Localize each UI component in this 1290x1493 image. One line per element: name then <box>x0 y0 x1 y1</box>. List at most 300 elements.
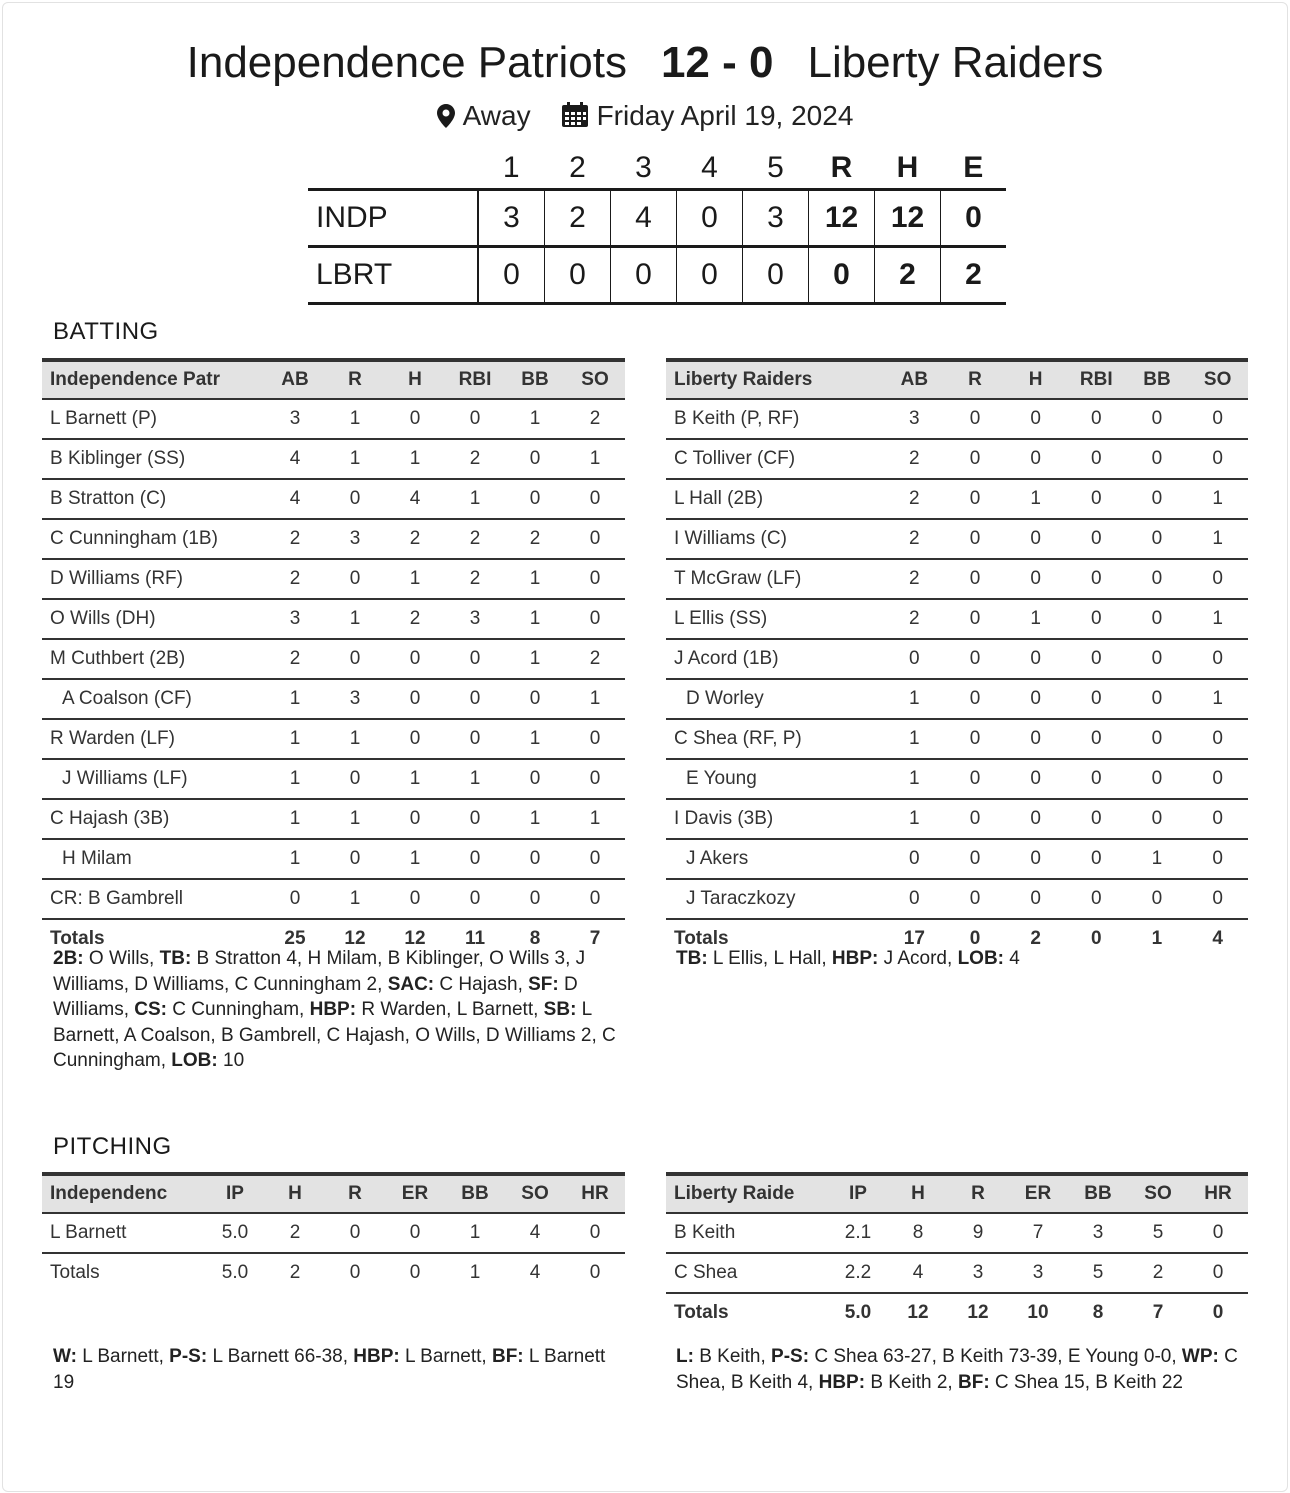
stat-column-header: R <box>348 369 362 390</box>
player-row <box>42 879 625 919</box>
stat-cell: 0 <box>1005 759 1066 799</box>
linescore-row <box>308 247 1006 304</box>
stat-cell: 1 <box>505 559 565 599</box>
totals-cell: 0 <box>945 919 1006 958</box>
player-row <box>42 479 625 519</box>
away-pitching-table <box>666 1172 1248 1332</box>
stat-column-header: BB <box>461 1183 489 1204</box>
stat-cell: 0 <box>1127 799 1188 839</box>
stat-column-header: HR <box>581 1183 609 1204</box>
stat-cell: 0 <box>945 679 1006 719</box>
away-pitching-notes <box>676 1344 1246 1395</box>
stat-cell: 0 <box>385 719 445 759</box>
player-row <box>666 599 1248 639</box>
note-label: HBP: <box>831 948 879 969</box>
stat-column-header: BB <box>521 369 549 390</box>
stat-cell: 3 <box>948 1253 1008 1293</box>
player-row <box>42 1213 625 1253</box>
totals-cell: 8 <box>1068 1293 1128 1332</box>
stat-cell: 1 <box>505 799 565 839</box>
stat-cell: 1 <box>1005 599 1066 639</box>
player-row <box>42 759 625 799</box>
stat-column-header: SO <box>1203 369 1232 390</box>
inning-score: 0 <box>611 247 677 304</box>
stat-cell: 0 <box>445 839 505 879</box>
hits-header: H <box>896 151 919 184</box>
player-row <box>42 599 625 639</box>
totals-cell: 12 <box>948 1293 1008 1332</box>
totals-label: Totals <box>42 1253 205 1292</box>
batting-section-title: BATTING <box>53 318 159 345</box>
stat-cell: 1 <box>325 439 385 479</box>
player-row <box>42 519 625 559</box>
hits-total: 12 <box>875 190 941 247</box>
stat-cell: 0 <box>325 479 385 519</box>
stat-cell: 0 <box>505 839 565 879</box>
totals-cell: 8 <box>505 919 565 958</box>
note-text: C Cunningham, <box>167 999 310 1020</box>
note-label: LOB: <box>171 1050 218 1071</box>
note-text: L Barnett 66-38, <box>207 1346 354 1367</box>
away-batting-notes <box>676 946 1246 972</box>
stat-cell: 0 <box>1127 759 1188 799</box>
stat-cell: 1 <box>1187 679 1248 719</box>
inning-header: 5 <box>767 151 784 184</box>
player-name: L Barnett (P) <box>42 399 265 439</box>
stat-cell: 0 <box>945 519 1006 559</box>
stat-cell: 0 <box>945 479 1006 519</box>
note-label: BF: <box>958 1371 990 1393</box>
player-name: J Williams (LF) <box>42 759 265 799</box>
stat-cell: 9 <box>948 1213 1008 1253</box>
stat-cell: 1 <box>385 759 445 799</box>
player-row <box>42 399 625 439</box>
inning-score: 3 <box>743 190 809 247</box>
stat-cell: 0 <box>565 479 625 519</box>
calendar-icon <box>561 102 589 135</box>
stat-cell: 1 <box>505 599 565 639</box>
stat-cell: 4 <box>265 479 325 519</box>
stat-cell: 0 <box>1005 519 1066 559</box>
totals-cell: 7 <box>1128 1293 1188 1332</box>
player-row <box>42 799 625 839</box>
inning-header: 2 <box>569 151 586 184</box>
inning-header: 3 <box>635 151 652 184</box>
stat-cell: 0 <box>1066 879 1127 919</box>
stat-cell: 0 <box>445 879 505 919</box>
stat-cell: 1 <box>445 759 505 799</box>
stat-cell: 0 <box>565 559 625 599</box>
stat-column-header: R <box>348 1183 362 1204</box>
stat-cell: 1 <box>565 799 625 839</box>
player-name: M Cuthbert (2B) <box>42 639 265 679</box>
totals-cell: 12 <box>888 1293 948 1332</box>
totals-cell: 0 <box>1188 1293 1248 1332</box>
stat-cell: 0 <box>445 719 505 759</box>
inning-score: 3 <box>503 201 520 234</box>
player-row <box>42 439 625 479</box>
stat-cell: 1 <box>1187 519 1248 559</box>
stat-cell: 5.0 <box>205 1213 265 1253</box>
errors-header: E <box>963 151 984 184</box>
stat-cell: 0 <box>385 679 445 719</box>
stat-cell: 0 <box>945 759 1006 799</box>
stat-cell: 0 <box>1127 639 1188 679</box>
stat-cell: 0 <box>884 839 945 879</box>
stat-cell: 1 <box>385 559 445 599</box>
stat-cell: 0 <box>1188 1213 1248 1253</box>
totals-cell: 5.0 <box>205 1253 265 1292</box>
stat-cell: 1 <box>325 799 385 839</box>
note-label: HBP: <box>309 999 357 1020</box>
player-name: C Shea <box>666 1253 828 1293</box>
totals-cell: 0 <box>325 1253 385 1292</box>
player-row <box>666 479 1248 519</box>
stat-cell: 0 <box>1066 439 1127 479</box>
stat-cell: 3 <box>1068 1213 1128 1253</box>
player-row <box>42 639 625 679</box>
stat-cell: 0 <box>1127 559 1188 599</box>
note-text: L Barnett, <box>76 1346 170 1367</box>
player-name: L Ellis (SS) <box>666 599 884 639</box>
stat-cell: 4 <box>888 1253 948 1293</box>
totals-cell: 7 <box>565 919 625 958</box>
note-text: C Hajash, <box>434 973 529 995</box>
note-text: B Keith 2, <box>865 1371 958 1393</box>
player-name: D Worley <box>666 679 884 719</box>
player-row <box>666 439 1248 479</box>
stat-cell: 0 <box>1066 599 1127 639</box>
errors-total: 2 <box>941 247 1007 304</box>
player-row <box>666 1253 1248 1293</box>
stat-column-header: RBI <box>1079 369 1113 390</box>
note-label: HBP: <box>353 1346 400 1367</box>
note-text: L Barnett, <box>399 1346 492 1367</box>
stat-cell: 1 <box>325 599 385 639</box>
stat-column-header: R <box>971 1183 985 1204</box>
stat-cell: 2 <box>445 559 505 599</box>
team-column-header: Independenc <box>50 1183 168 1204</box>
stat-cell: 0 <box>385 879 445 919</box>
stat-cell: 0 <box>445 399 505 439</box>
linescore-team-header <box>308 148 478 190</box>
totals-cell: 12 <box>325 919 385 958</box>
note-label: L: <box>676 1346 694 1367</box>
stat-cell: 0 <box>945 559 1006 599</box>
stat-cell: 0 <box>884 879 945 919</box>
stat-cell: 0 <box>1127 719 1188 759</box>
stat-cell: 0 <box>1187 559 1248 599</box>
linescore-table <box>308 148 1006 305</box>
stat-cell: 0 <box>1187 879 1248 919</box>
home-batting-table <box>42 358 625 958</box>
player-row <box>666 799 1248 839</box>
hits-total: 2 <box>875 247 941 304</box>
stat-cell: 2 <box>884 559 945 599</box>
note-text: 10 <box>217 1050 245 1071</box>
stat-cell: 0 <box>1187 639 1248 679</box>
player-row <box>666 399 1248 439</box>
stat-cell: 0 <box>1127 879 1188 919</box>
stat-column-header: R <box>968 369 982 390</box>
stat-cell: 1 <box>325 879 385 919</box>
stat-cell: 0 <box>1066 519 1127 559</box>
errors-total: 0 <box>941 190 1007 247</box>
stat-column-header: IP <box>849 1183 867 1204</box>
totals-cell: 17 <box>884 919 945 958</box>
inning-header: 4 <box>701 151 718 184</box>
stat-cell: 2 <box>265 559 325 599</box>
stat-cell: 0 <box>1066 719 1127 759</box>
stat-cell: 2 <box>445 439 505 479</box>
stat-cell: 0 <box>1005 839 1066 879</box>
stat-cell: 1 <box>505 639 565 679</box>
stat-cell: 3 <box>325 519 385 559</box>
note-text: B Stratton 4, H Milam, B Kiblinger, O Wills 3, J Williams, D Williams, C Cunningham 2, <box>53 948 586 995</box>
player-name: B Kiblinger (SS) <box>42 439 265 479</box>
stat-cell: 0 <box>945 399 1006 439</box>
stat-cell: 0 <box>445 679 505 719</box>
stat-cell: 1 <box>385 439 445 479</box>
stat-cell: 2 <box>565 399 625 439</box>
stat-cell: 2 <box>265 639 325 679</box>
stat-cell: 2 <box>1128 1253 1188 1293</box>
totals-cell: 12 <box>385 919 445 958</box>
stat-cell: 1 <box>1187 599 1248 639</box>
player-name: I Williams (C) <box>666 519 884 559</box>
note-label: LOB: <box>957 948 1004 969</box>
stat-cell: 1 <box>265 799 325 839</box>
stat-cell: 0 <box>565 719 625 759</box>
stat-cell: 0 <box>565 1213 625 1253</box>
player-row <box>666 839 1248 879</box>
stat-cell: 0 <box>945 879 1006 919</box>
stat-column-header: RBI <box>458 369 492 390</box>
linescore-header-row <box>308 148 1006 190</box>
note-text: L Barnett 19 <box>53 1346 606 1393</box>
stat-cell: 1 <box>325 399 385 439</box>
stat-cell: 0 <box>1127 519 1188 559</box>
stat-cell: 1 <box>445 1213 505 1253</box>
stat-cell: 0 <box>325 759 385 799</box>
stat-cell: 0 <box>505 879 565 919</box>
note-text: R Warden, L Barnett, <box>356 999 544 1020</box>
stat-cell: 0 <box>1005 639 1066 679</box>
inning-score: 0 <box>503 258 520 291</box>
player-row <box>666 719 1248 759</box>
stat-cell: 0 <box>1066 399 1127 439</box>
stat-cell: 0 <box>1066 479 1127 519</box>
stat-cell: 0 <box>945 839 1006 879</box>
totals-cell: 4 <box>1187 919 1248 958</box>
stat-cell: 0 <box>1187 839 1248 879</box>
stat-cell: 0 <box>1127 479 1188 519</box>
totals-label: Totals <box>666 1293 828 1332</box>
game-location: Away <box>462 100 531 131</box>
stat-cell: 1 <box>445 479 505 519</box>
stat-cell: 2 <box>505 519 565 559</box>
stat-column-header: H <box>911 1183 925 1204</box>
note-label: TB: <box>159 948 192 969</box>
totals-cell: 2 <box>1005 919 1066 958</box>
stat-cell: 4 <box>505 1213 565 1253</box>
stat-cell: 0 <box>1187 759 1248 799</box>
stat-column-header: H <box>1028 369 1043 390</box>
stat-cell: 1 <box>565 439 625 479</box>
note-text: B Keith, <box>693 1346 772 1367</box>
home-pitching-table <box>42 1172 625 1292</box>
stat-cell: 0 <box>1127 439 1188 479</box>
inning-score: 2 <box>545 190 611 247</box>
inning-score: 0 <box>545 247 611 304</box>
stat-cell: 0 <box>1066 639 1127 679</box>
home-team-name: Independence Patriots <box>186 38 627 87</box>
stat-cell: 1 <box>265 719 325 759</box>
note-label: SAC: <box>387 973 435 995</box>
note-label: WP: <box>1181 1346 1219 1367</box>
stat-cell: 0 <box>945 639 1006 679</box>
inning-score: 0 <box>677 190 743 247</box>
player-name: H Milam <box>42 839 265 879</box>
final-score: 12 - 0 <box>660 38 774 87</box>
stat-cell: 0 <box>1187 399 1248 439</box>
stat-header-row <box>42 1174 625 1213</box>
stat-cell: 0 <box>1066 679 1127 719</box>
note-label: TB: <box>676 948 708 969</box>
stat-cell: 0 <box>1005 679 1066 719</box>
player-row <box>42 839 625 879</box>
note-text: J Acord, <box>878 948 958 969</box>
player-name: B Stratton (C) <box>42 479 265 519</box>
player-name: C Shea (RF, P) <box>666 719 884 759</box>
player-name: J Acord (1B) <box>666 639 884 679</box>
stat-cell: 2 <box>565 639 625 679</box>
stat-cell: 0 <box>565 879 625 919</box>
stat-column-header: ER <box>1024 1183 1052 1204</box>
note-text: 4 <box>1004 948 1020 969</box>
stat-cell: 0 <box>325 559 385 599</box>
linescore-row <box>308 190 1006 247</box>
player-row <box>666 519 1248 559</box>
player-name: I Davis (3B) <box>666 799 884 839</box>
player-name: A Coalson (CF) <box>42 679 265 719</box>
stat-cell: 2 <box>884 519 945 559</box>
stat-cell: 0 <box>385 1213 445 1253</box>
note-text: C Shea 63-27, B Keith 73-39, E Young 0-0, <box>809 1346 1182 1367</box>
stat-cell: 3 <box>884 399 945 439</box>
note-label: 2B: <box>53 948 84 969</box>
stat-column-header: H <box>288 1183 302 1204</box>
player-name: B Keith <box>666 1213 828 1253</box>
player-name: L Barnett <box>42 1213 205 1253</box>
team-column-header: Liberty Raide <box>674 1183 795 1204</box>
team-column-header: Liberty Raiders <box>674 369 813 390</box>
player-name: J Taraczkozy <box>666 879 884 919</box>
stat-cell: 1 <box>884 719 945 759</box>
inning-score: 4 <box>611 190 677 247</box>
stat-cell: 0 <box>325 639 385 679</box>
stat-cell: 0 <box>385 399 445 439</box>
stat-cell: 0 <box>385 639 445 679</box>
game-header <box>0 38 1290 88</box>
stat-cell: 1 <box>505 399 565 439</box>
stat-cell: 1 <box>385 839 445 879</box>
inning-header: 1 <box>502 151 520 184</box>
game-meta <box>0 100 1290 135</box>
stat-cell: 1 <box>325 719 385 759</box>
totals-cell: 1 <box>1127 919 1188 958</box>
stat-cell: 1 <box>565 679 625 719</box>
totals-cell: 4 <box>505 1253 565 1292</box>
stat-cell: 0 <box>1005 559 1066 599</box>
runs-total: 12 <box>809 190 875 247</box>
totals-cell: 1 <box>445 1253 505 1292</box>
stat-cell: 2 <box>265 519 325 559</box>
stat-cell: 3 <box>1008 1253 1068 1293</box>
stat-cell: 2.2 <box>828 1253 888 1293</box>
note-label: CS: <box>134 999 168 1020</box>
stat-cell: 8 <box>888 1213 948 1253</box>
totals-cell: 25 <box>265 919 325 958</box>
stat-cell: 0 <box>1127 599 1188 639</box>
stat-column-header: AB <box>281 369 309 390</box>
note-label: SF: <box>528 973 559 995</box>
stat-cell: 1 <box>884 799 945 839</box>
linescore-team: LBRT <box>308 247 478 304</box>
player-name: C Tolliver (CF) <box>666 439 884 479</box>
note-label: HBP: <box>818 1371 866 1393</box>
inning-score: 0 <box>677 247 743 304</box>
stat-cell: 5 <box>1128 1213 1188 1253</box>
stat-cell: 0 <box>1066 559 1127 599</box>
totals-cell: 5.0 <box>828 1293 888 1332</box>
player-row <box>666 1213 1248 1253</box>
stat-cell: 0 <box>565 519 625 559</box>
player-name: C Hajash (3B) <box>42 799 265 839</box>
stat-cell: 0 <box>565 599 625 639</box>
note-text: C Shea 15, B Keith 22 <box>989 1371 1183 1393</box>
stat-cell: 2 <box>884 479 945 519</box>
linescore-team: INDP <box>308 190 478 247</box>
stat-cell: 0 <box>1005 719 1066 759</box>
player-row <box>666 759 1248 799</box>
stat-cell: 2 <box>445 519 505 559</box>
stat-header-row <box>42 360 625 399</box>
stat-cell: 0 <box>445 639 505 679</box>
stat-column-header: H <box>408 369 422 390</box>
stat-cell: 3 <box>265 399 325 439</box>
player-row <box>666 559 1248 599</box>
stat-cell: 1 <box>265 679 325 719</box>
stat-cell: 0 <box>1066 759 1127 799</box>
stat-column-header: AB <box>900 369 929 390</box>
note-text: L Barnett, A Coalson, B Gambrell, C Hajash, O Wills, D Williams 2, C Cunningham, <box>53 999 616 1071</box>
stat-column-header: ER <box>401 1183 429 1204</box>
stat-cell: 0 <box>565 839 625 879</box>
note-label: SB: <box>543 999 577 1020</box>
stat-cell: 0 <box>945 799 1006 839</box>
player-name: E Young <box>666 759 884 799</box>
player-row <box>666 679 1248 719</box>
player-name: R Warden (LF) <box>42 719 265 759</box>
stat-cell: 0 <box>945 439 1006 479</box>
player-row <box>42 679 625 719</box>
stat-cell: 0 <box>1005 399 1066 439</box>
stat-cell: 3 <box>265 599 325 639</box>
runs-header: R <box>830 151 853 184</box>
team-column-header: Independence Patr <box>50 369 220 390</box>
totals-cell: 0 <box>1066 919 1127 958</box>
